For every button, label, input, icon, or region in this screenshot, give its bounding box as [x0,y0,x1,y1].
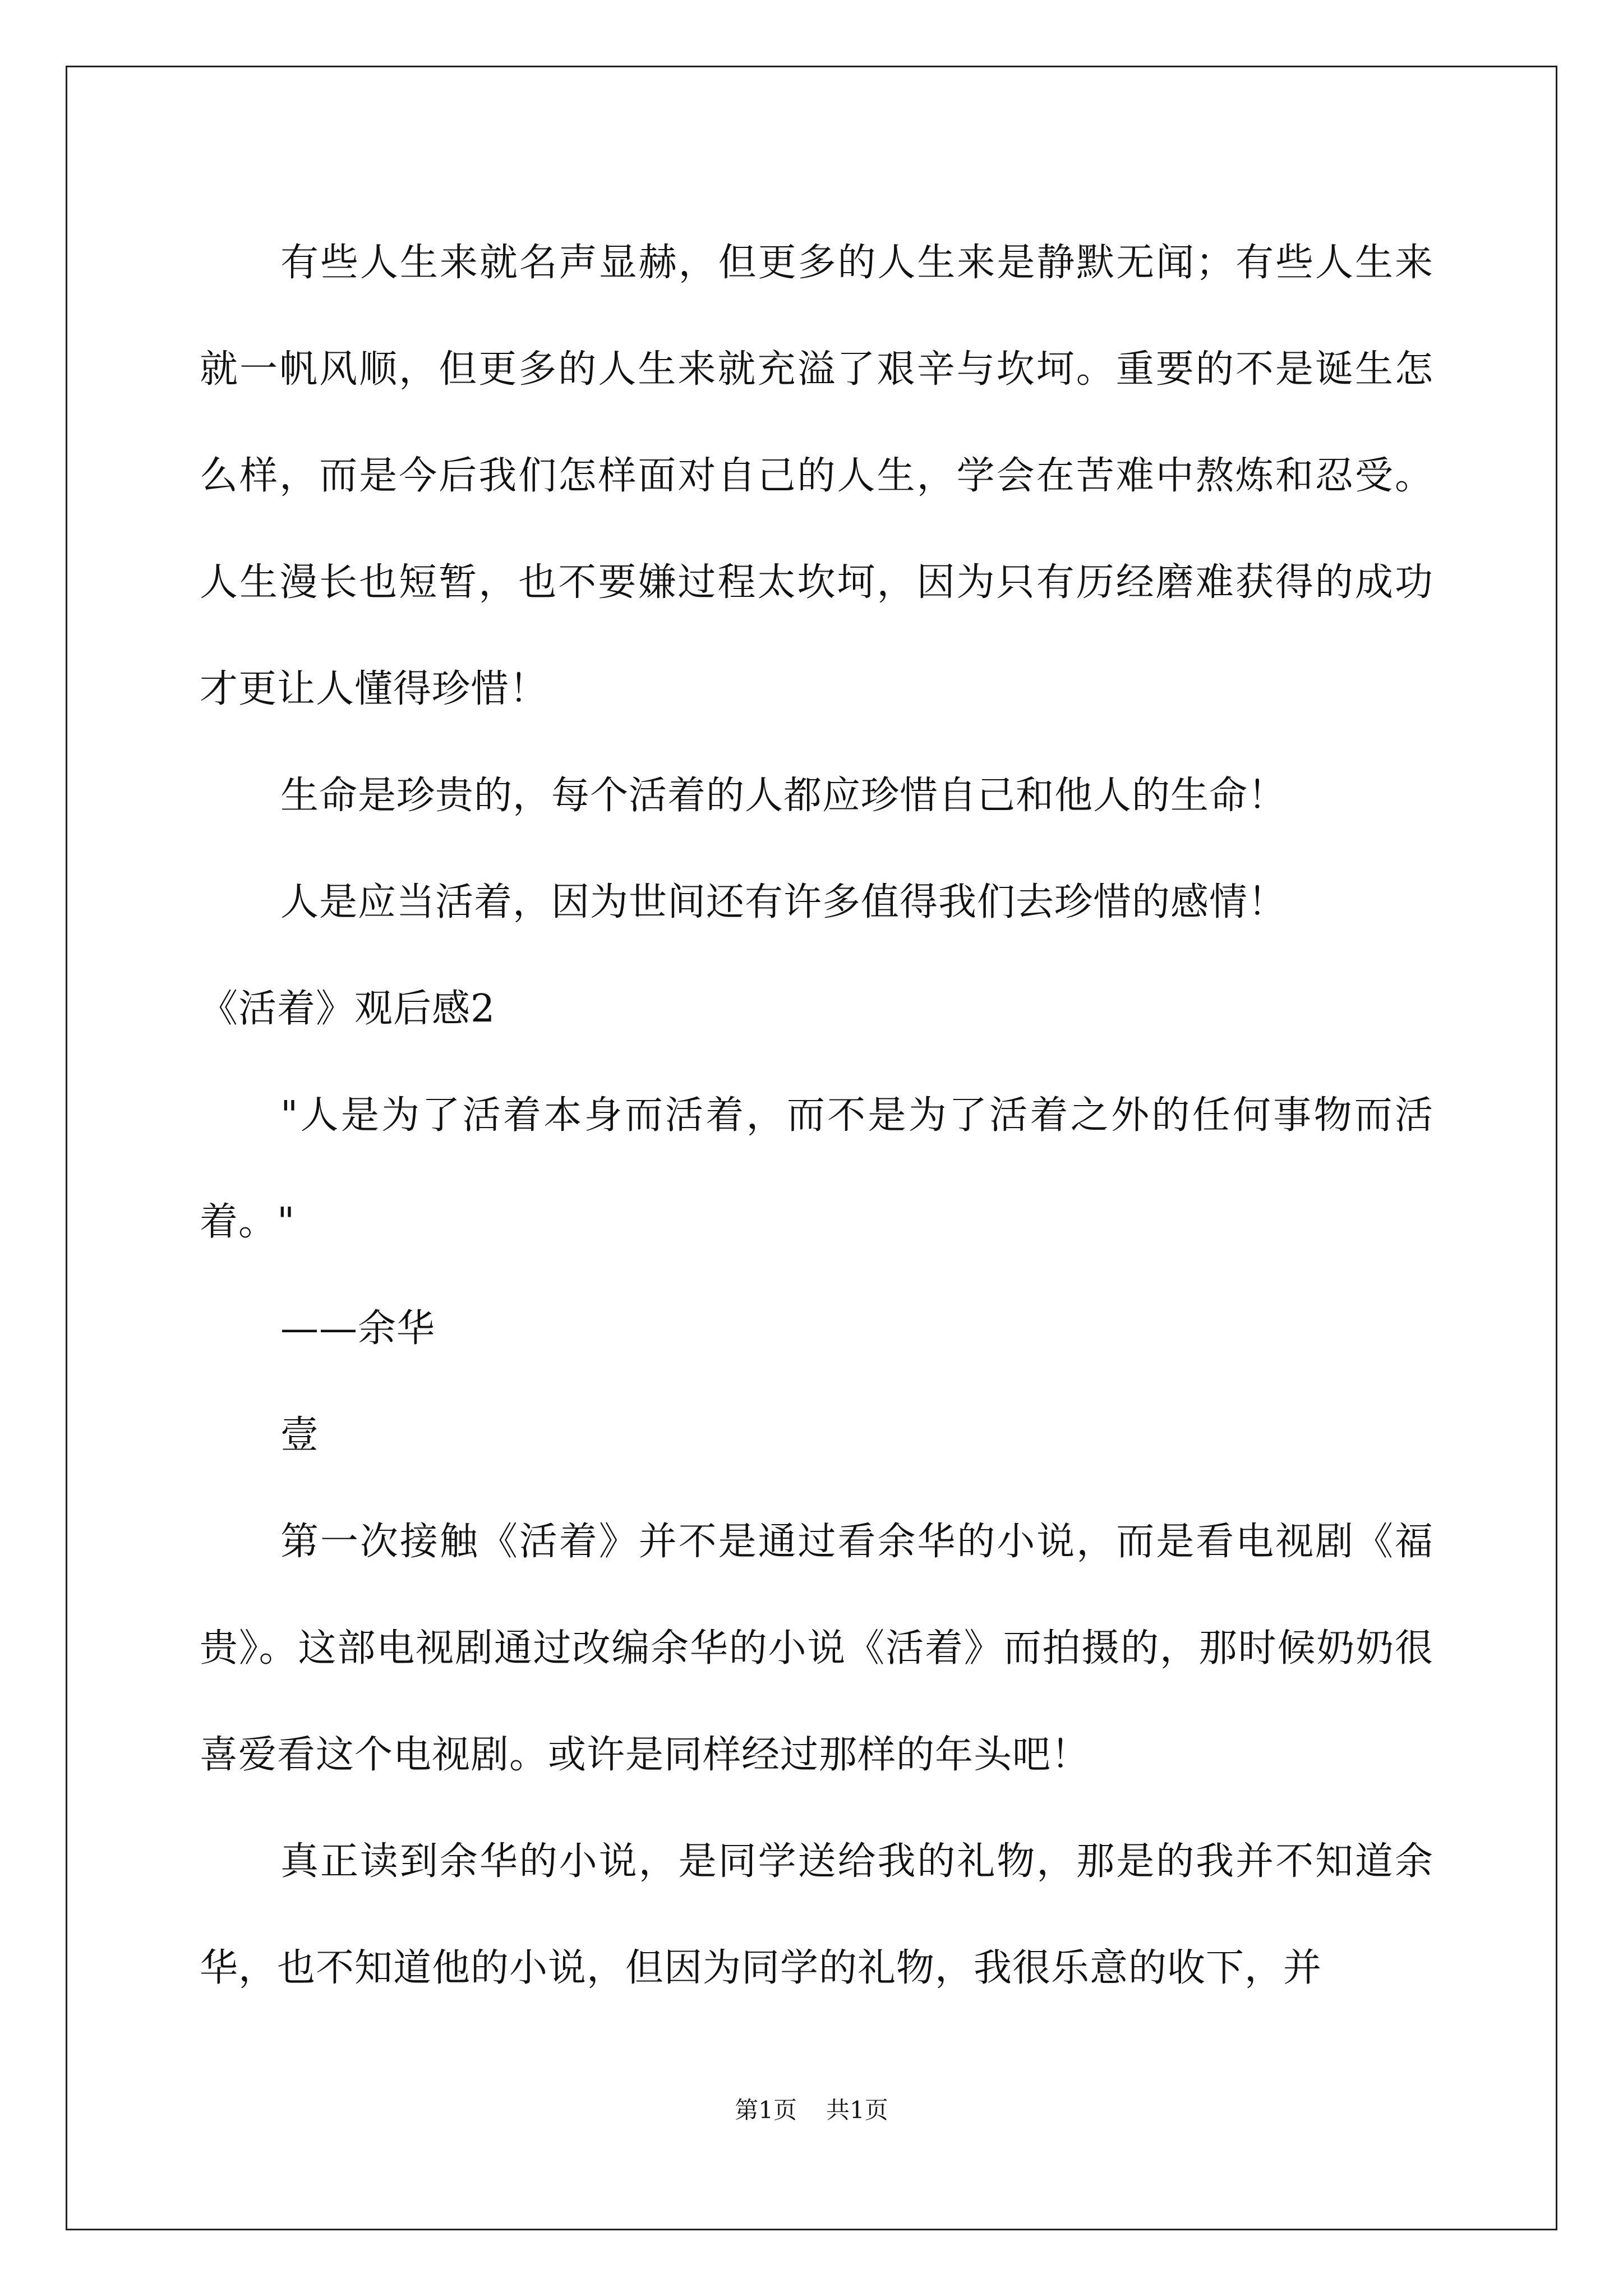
paragraph-8: 第一次接触《活着》并不是通过看余华的小说，而是看电视剧《福贵》。这部电视剧通过改编余华的小说《活着》而拍摄的，那时候奶奶很喜爱看这个电视剧。或许是同样经过那样的年头吧！ [200,1520,1433,1777]
page-number: 第1页 [735,2096,797,2124]
page-total: 共1页 [826,2096,888,2124]
section-number: 壹 [280,1413,320,1457]
paragraph-2: 生命是珍贵的，每个活着的人都应珍惜自己和他人的生命！ [280,774,1287,818]
quote-attribution: ——余华 [280,1306,436,1351]
page-footer [0,2093,1623,2127]
paragraph-3: 人是应当活着，因为世间还有许多值得我们去珍惜的感情！ [280,880,1287,924]
paragraph-1: 有些人生来就名声显赫，但更多的人生来是静默无闻；有些人生来就一帆风顺，但更多的人生来就充溢了艰辛与坎坷。重要的不是诞生怎么样，而是今后我们怎样面对自己的人生，学会在苦难中熬炼和忍受。人生漫长也短暂，也不要嫌过程太坎坷，因为只有历经磨难获得的成功才更让人懂得珍惜！ [200,241,1433,711]
paragraph-9: 真正读到余华的小说，是同学送给我的礼物，那是的我并不知道余华，也不知道他的小说，但因为同学的礼物，我很乐意的收下，并 [200,1839,1433,1990]
quote-paragraph: "人是为了活着本身而活着，而不是为了活着之外的任何事物而活着。" [200,1093,1433,1244]
document-body [200,210,1433,2022]
section-heading: 《活着》观后感2 [200,987,496,1031]
